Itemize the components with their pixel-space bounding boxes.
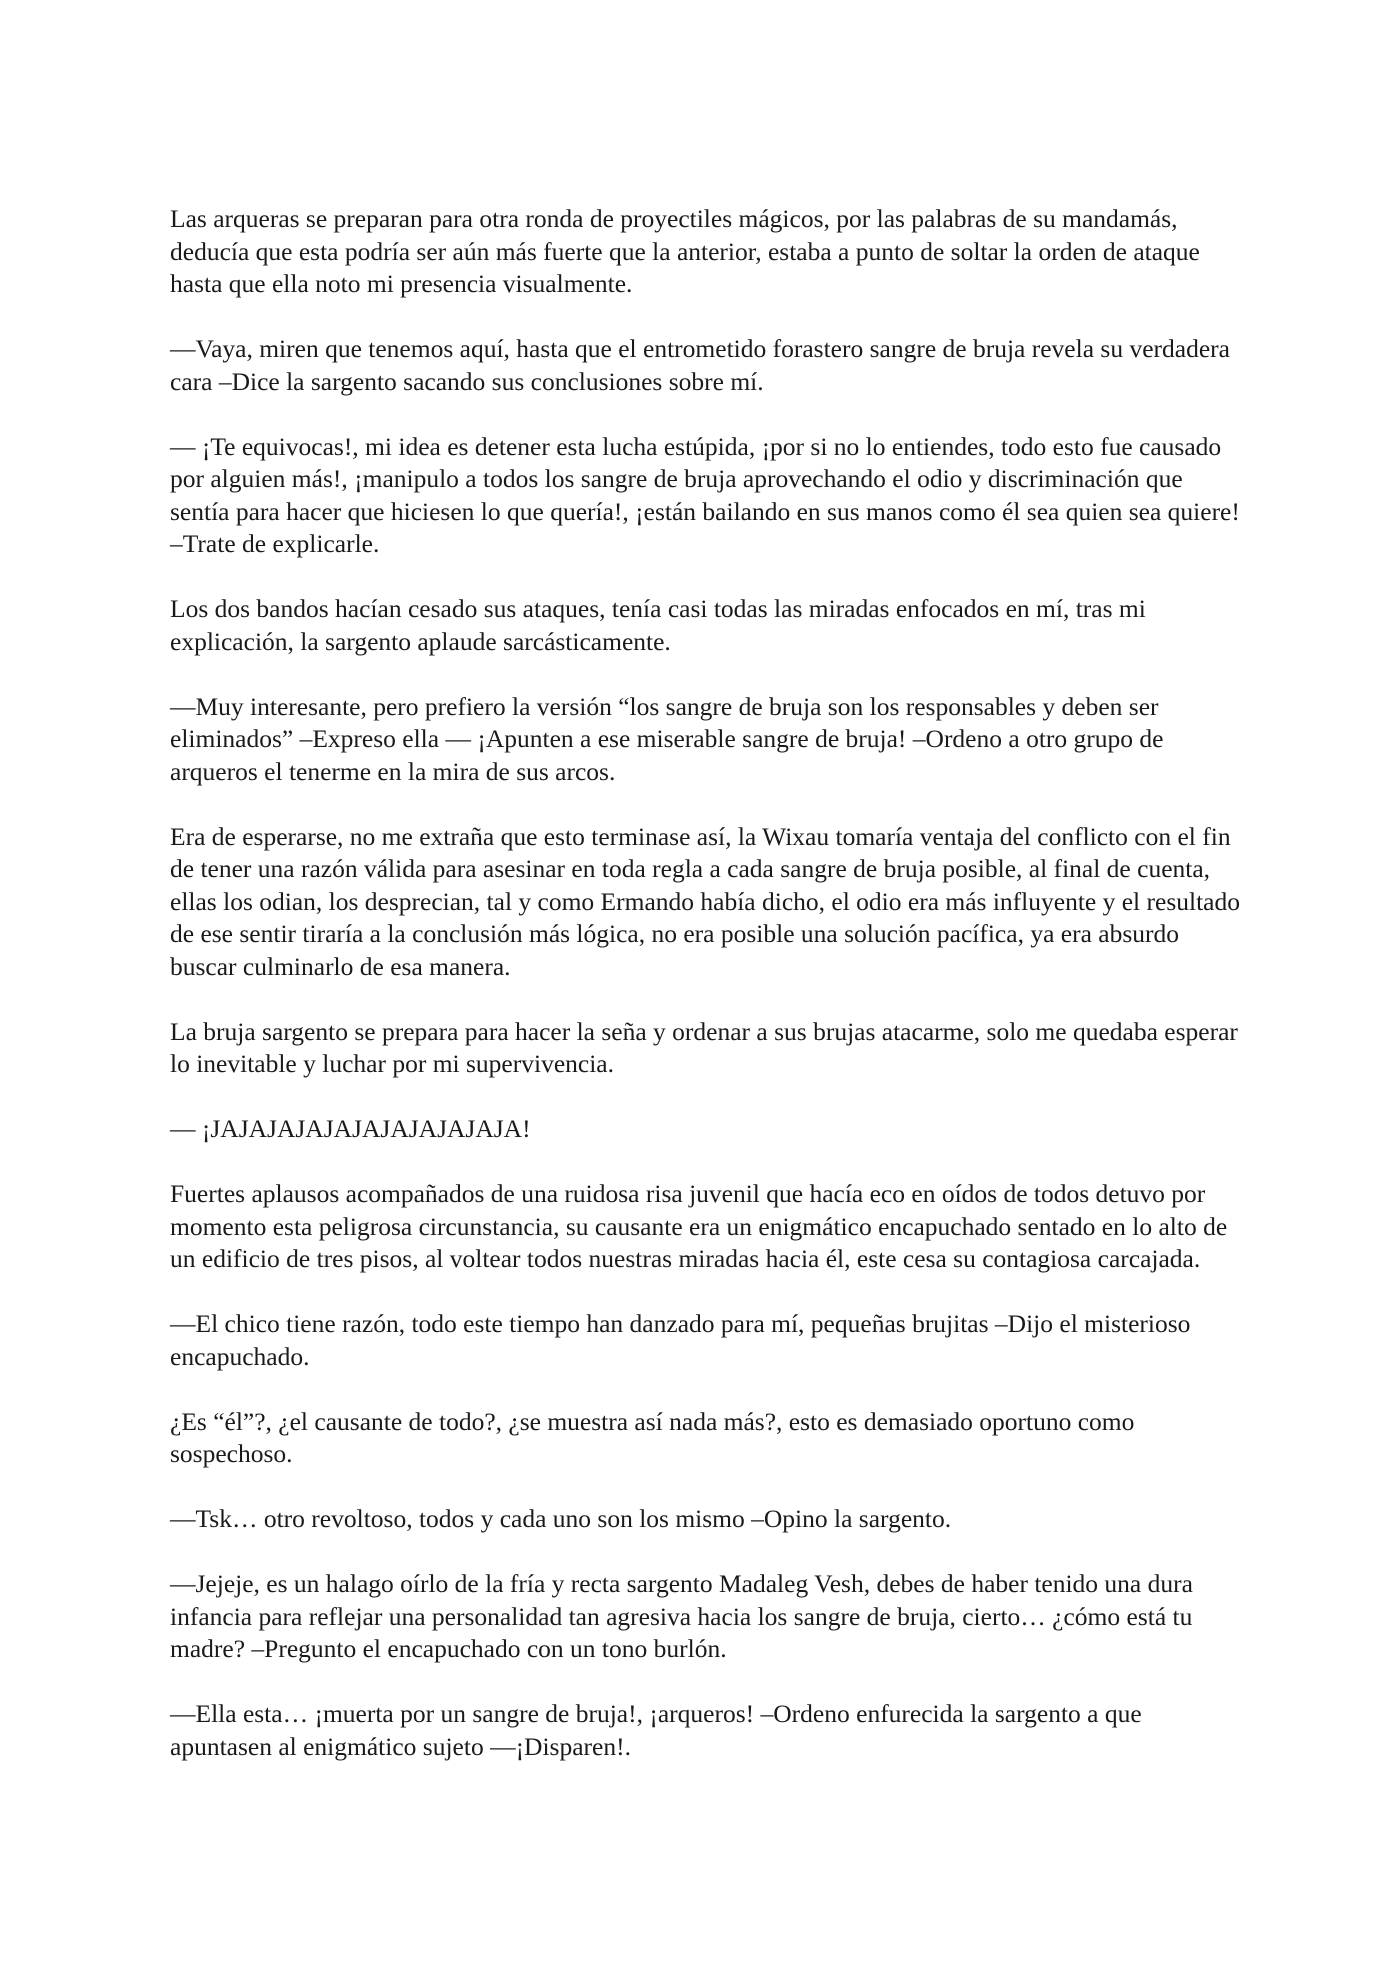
paragraph: —Vaya, miren que tenemos aquí, hasta que el entrometido forastero sangre de bruja revela su verdadera cara –Dice la sargento sacando sus conclusiones sobre mí. [170, 334, 1230, 396]
paragraph: Los dos bandos hacían cesado sus ataques, tenía casi todas las miradas enfocados en mí, tras mi explicación, la sargento aplaude sarcásticamente. [170, 594, 1146, 656]
paragraph: Fuertes aplausos acompañados de una ruidosa risa juvenil que hacía eco en oídos de todos detuvo por momento esta peligrosa circunstancia, su causante era un enigmático encapuchado sentado en lo alto de un edificio de tres pisos, al voltear todos nuestras miradas hacia él, este cesa su contagiosa carcajada. [170, 1179, 1228, 1273]
paragraph: —Muy interesante, pero prefiero la versión “los sangre de bruja son los responsables y deben ser eliminados” –Expreso ella — ¡Apunten a ese miserable sangre de bruja! –Ordeno a otro grupo de arqueros el tenerme en la mira de sus arcos. [170, 691, 1164, 786]
paragraph: —Ella esta… ¡muerta por un sangre de bruja!, ¡arqueros! –Ordeno enfurecida la sargento a que apuntasen al enigmático sujeto —¡Disparen!. [170, 1699, 1142, 1761]
paragraph: Era de esperarse, no me extraña que esto terminase así, la Wixau tomaría ventaja del conflicto con el fin de tener una razón válida para asesinar en toda regla a cada sangre de bruja posible, al final de cuenta, ellas los odian, los desprecian, tal y como Ermando había dicho, el odio era más influyente y el resultado de ese sentir tiraría a la conclusión más lógica, no era posible una solución pacífica, ya era absurdo buscar culminarlo de esa manera. [170, 821, 1240, 981]
paragraph: — ¡JAJAJAJAJAJAJAJAJAJAJA! [170, 1114, 531, 1143]
document-body [170, 203, 1240, 1796]
paragraph: La bruja sargento se prepara para hacer la seña y ordenar a sus brujas atacarme, solo me quedaba esperar lo inevitable y luchar por mi supervivencia. [170, 1016, 1238, 1078]
paragraph: —Tsk… otro revoltoso, todos y cada uno son los mismo –Opino la sargento. [170, 1504, 952, 1533]
paragraph: —El chico tiene razón, todo este tiempo han danzado para mí, pequeñas brujitas –Dijo el misterioso encapuchado. [170, 1309, 1191, 1371]
paragraph: Las arqueras se preparan para otra ronda de proyectiles mágicos, por las palabras de su mandamás, deducía que esta podría ser aún más fuerte que la anterior, estaba a punto de soltar la orden de ataque hasta que ella noto mi presencia visualmente. [170, 204, 1200, 298]
paragraph: — ¡Te equivocas!, mi idea es detener esta lucha estúpida, ¡por si no lo entiendes, todo esto fue causado por alguien más!, ¡manipulo a todos los sangre de bruja aprovechando el odio y discriminación que sentía para hacer que hiciesen lo que quería!, ¡están bailando en sus manos como él sea quien sea quiere! –Trate de explicarle. [170, 431, 1240, 558]
paragraph: —Jejeje, es un halago oírlo de la fría y recta sargento Madaleg Vesh, debes de haber tenido una dura infancia para reflejar una personalidad tan agresiva hacia los sangre de bruja, cierto… ¿cómo está tu madre? –Pregunto el encapuchado con un tono burlón. [170, 1569, 1193, 1663]
paragraph: ¿Es “él”?, ¿el causante de todo?, ¿se muestra así nada más?, esto es demasiado oportuno como sospechoso. [170, 1406, 1135, 1468]
